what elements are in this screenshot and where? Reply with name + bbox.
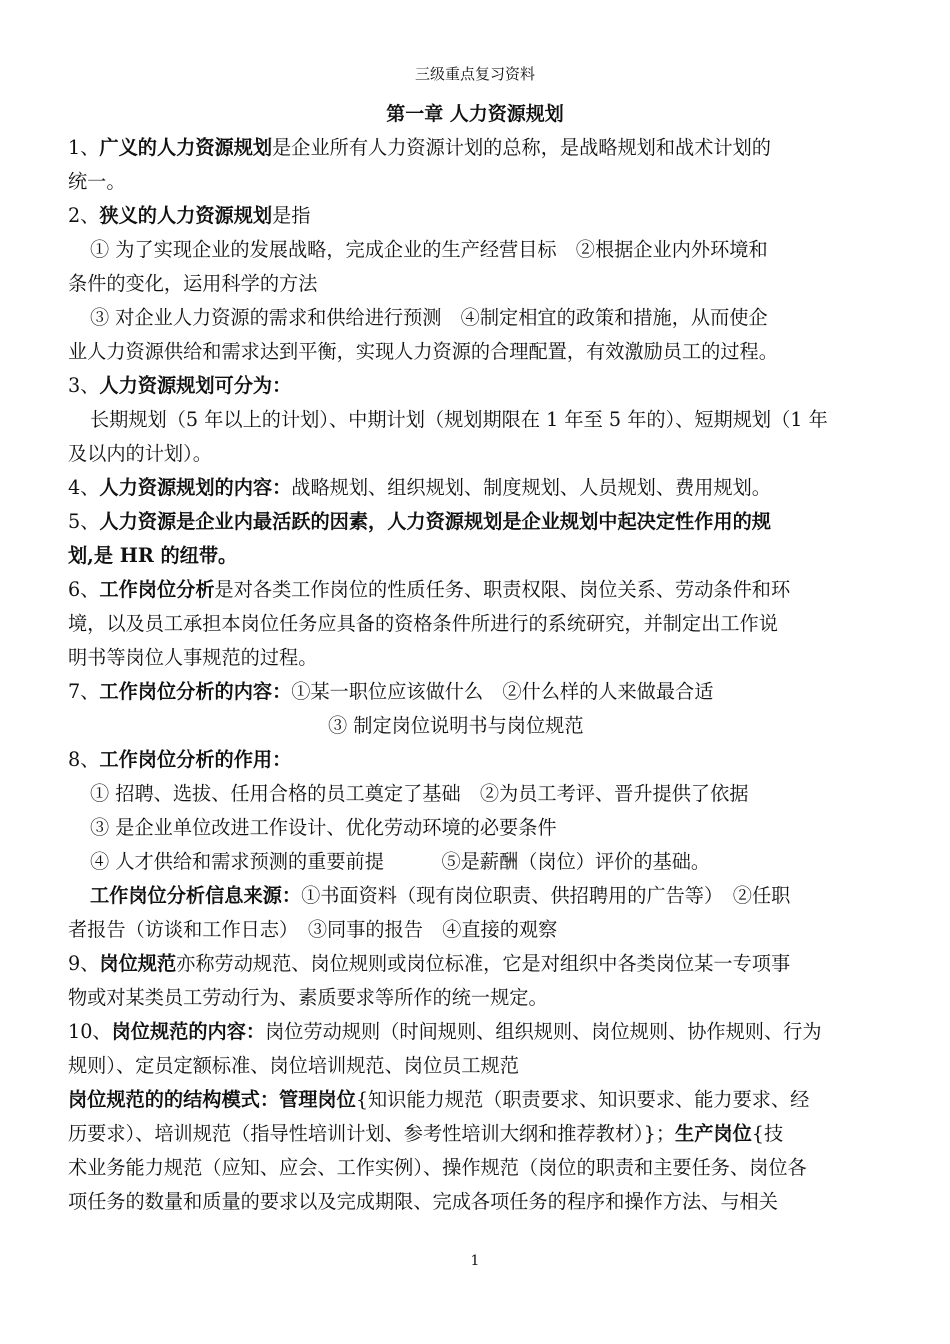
text-line: ① 招聘、选拔、任用合格的员工奠定了基础 ②为员工考评、晋升提供了依据 (90, 782, 749, 805)
text-line: ③ 是企业单位改进工作设计、优化劳动环境的必要条件 (90, 816, 557, 839)
text-line: 7、工作岗位分析的内容：①某一职位应该做什么 ②什么样的人来做最合适 (68, 680, 714, 703)
text-line: 业人力资源供给和需求达到平衡，实现人力资源的合理配置，有效激励员工的过程。 (68, 340, 778, 363)
text-line: ③ 制定岗位说明书与岗位规范 (328, 714, 584, 737)
text-line: 长期规划（5 年以上的计划）、中期计划（规划期限在 1 年至 5 年的）、短期规划（1 年 (90, 408, 828, 431)
text-line: ① 为了实现企业的发展战略，完成企业的生产经营目标 ②根据企业内外环境和 (90, 238, 768, 261)
text-line: 规则）、定员定额标准、岗位培训规范、岗位员工规范 (68, 1054, 519, 1077)
text-line: 2、狭义的人力资源规划是指 (68, 204, 311, 227)
text-line: 境，以及员工承担本岗位任务应具备的资格条件所进行的系统研究，并制定出工作说 (68, 612, 778, 635)
text-line: 岗位规范的的结构模式：管理岗位{知识能力规范（职责要求、知识要求、能力要求、经 (68, 1088, 810, 1111)
text-line: 9、岗位规范亦称劳动规范、岗位规则或岗位标准，它是对组织中各类岗位某一专项事 (68, 952, 791, 975)
text-line: 物或对某类员工劳动行为、素质要求等所作的统一规定。 (68, 986, 548, 1009)
chapter-title: 第一章 人力资源规划 (386, 103, 564, 125)
page-header: 三级重点复习资料 (414, 65, 535, 83)
body-text (68, 131, 886, 1219)
text-line: ④ 人才供给和需求预测的重要前提 ⑤是薪酬（岗位）评价的基础。 (90, 850, 711, 873)
text-line: 5、人力资源是企业内最活跃的因素，人力资源规划是企业规划中起决定性作用的规 (68, 510, 771, 533)
text-line: 8、工作岗位分析的作用： (68, 748, 292, 771)
text-line: 统一。 (68, 170, 126, 193)
text-line: 3、人力资源规划可分为： (68, 374, 292, 397)
text-line: 4、人力资源规划的内容：战略规划、组织规划、制度规划、人员规划、费用规划。 (68, 476, 771, 499)
text-line: 项任务的数量和质量的要求以及完成期限、完成各项任务的程序和操作方法、与相关 (68, 1190, 778, 1213)
text-line: 明书等岗位人事规范的过程。 (68, 646, 318, 669)
text-line: 划,是 HR 的纽带。 (68, 544, 238, 567)
page-number: 1 (470, 1253, 480, 1269)
text-line: ③ 对企业人力资源的需求和供给进行预测 ④制定相宜的政策和措施，从而使企 (90, 306, 768, 329)
text-line: 及以内的计划）。 (68, 442, 212, 465)
text-line: 工作岗位分析信息来源：①书面资料（现有岗位职责、供招聘用的广告等） ②任职 (90, 884, 791, 907)
text-line: 历要求）、培训规范（指导性培训计划、参考性培训大纲和推荐教材）}；生产岗位{技 (68, 1122, 784, 1145)
text-line: 条件的变化，运用科学的方法 (68, 272, 318, 295)
text-line: 者报告（访谈和工作日志） ③同事的报告 ④直接的观察 (68, 918, 558, 941)
text-line: 6、工作岗位分析是对各类工作岗位的性质任务、职责权限、岗位关系、劳动条件和环 (68, 578, 791, 601)
text-line: 1、广义的人力资源规划是企业所有人力资源计划的总称，是战略规划和战术计划的 (68, 136, 771, 159)
text-line: 术业务能力规范（应知、应会、工作实例）、操作规范（岗位的职责和主要任务、岗位各 (68, 1156, 807, 1179)
text-line: 10、岗位规范的内容：岗位劳动规则（时间规则、组织规则、岗位规则、协作规则、行为 (68, 1020, 822, 1043)
